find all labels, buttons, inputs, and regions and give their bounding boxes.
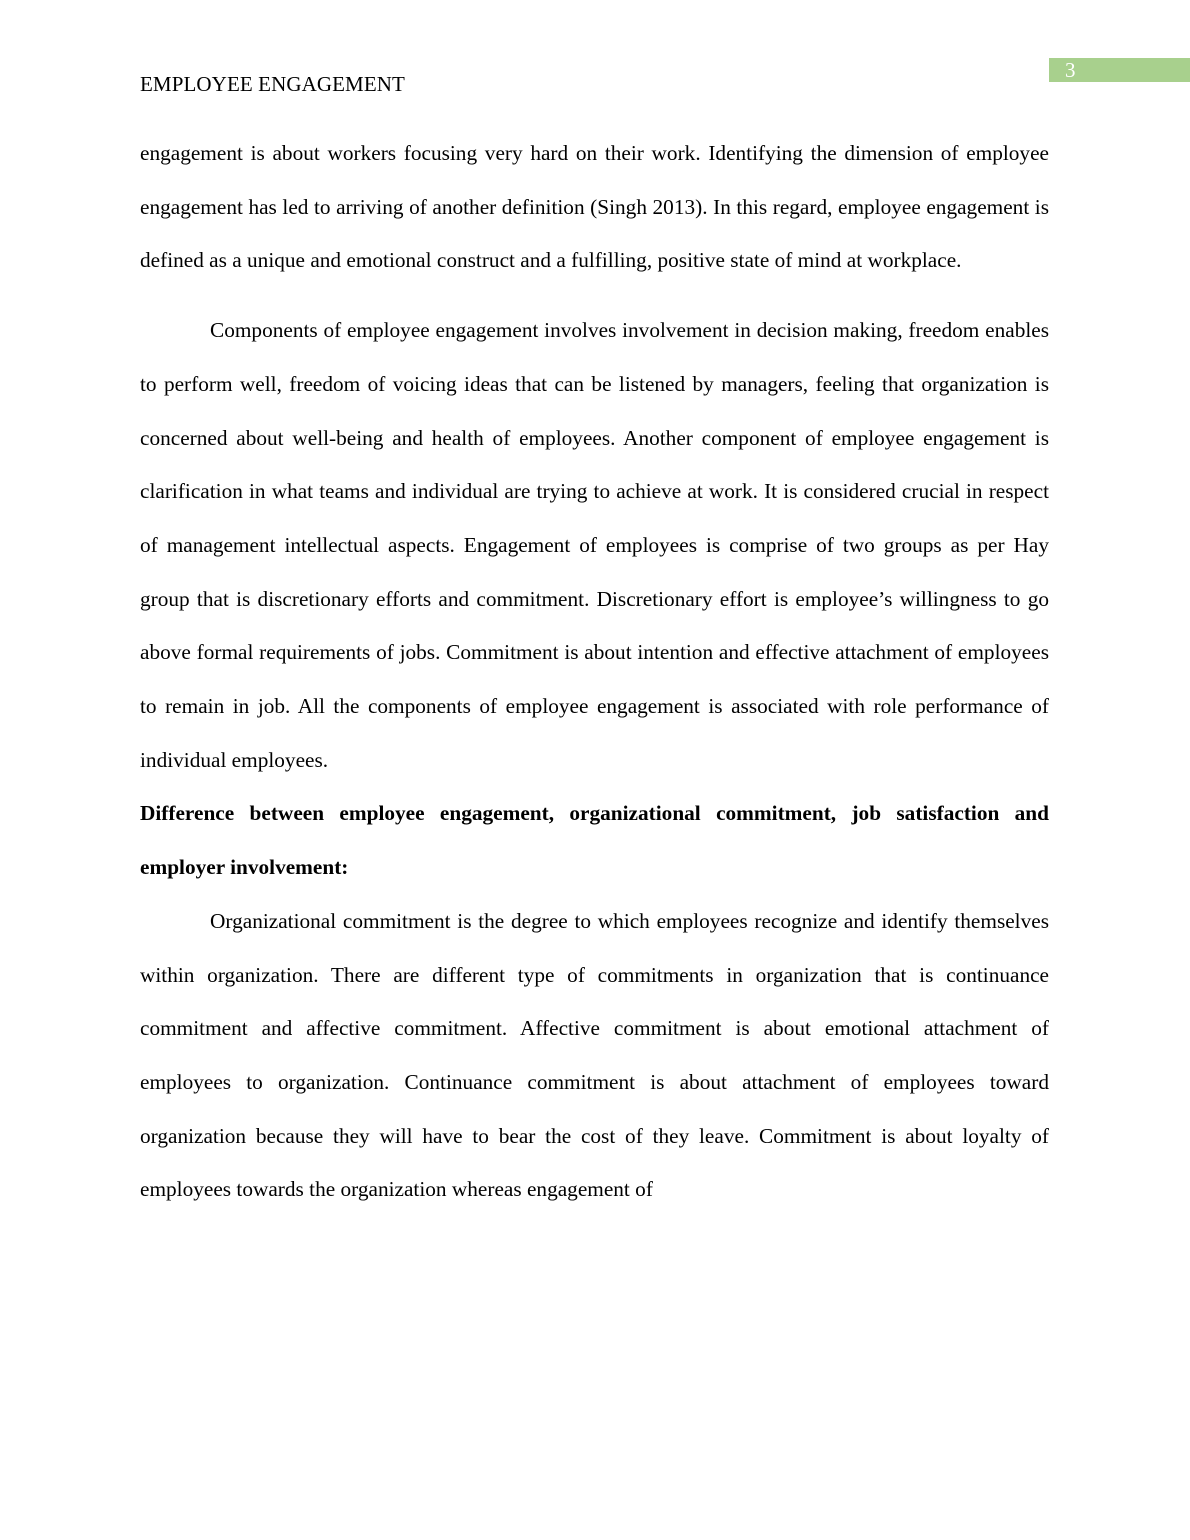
- section-heading: Difference between employee engagement, organizational commitment, job satisfaction and employer involvement:: [140, 801, 1049, 880]
- running-head: EMPLOYEE ENGAGEMENT: [140, 72, 405, 96]
- paragraph-engagement-definition: engagement is about workers focusing very hard on their work. Identifying the dimension of employee engagement has led to arriving of another definition (Singh 2013). In this regard, employee engagement is defined as a unique and emotional construct and a fulfilling, positive state of mind at workplace.: [140, 141, 1049, 273]
- paragraph-organizational-commitment: Organizational commitment is the degree to which employees recognize and identify themselves within organization. There are different type of commitments in organization that is continuance commitment and affective commitment. Affective commitment is about emotional attachment of employees to organization. Continuance commitment is about attachment of employees toward organization because they will have to bear the cost of they leave. Commitment is about loyalty of employees towards the organization whereas engagement of: [140, 908, 1049, 1202]
- page-number: 3: [1065, 58, 1076, 82]
- page-number-bar: [1049, 58, 1190, 82]
- document-body: [140, 127, 1049, 1217]
- paragraph-components: Components of employee engagement involves involvement in decision making, freedom enables to perform well, freedom of voicing ideas that can be listened by managers, feeling that organization is concerned about well-being and health of employees. Another component of employee engagement is clarification in what teams and individual are trying to achieve at work. It is considered crucial in respect of management intellectual aspects. Engagement of employees is comprise of two groups as per Hay group that is discretionary efforts and commitment. Discretionary effort is employee’s willingness to go above formal requirements of jobs. Commitment is about intention and effective attachment of employees to remain in job. All the components of employee engagement is associated with role performance of individual employees.: [140, 318, 1049, 772]
